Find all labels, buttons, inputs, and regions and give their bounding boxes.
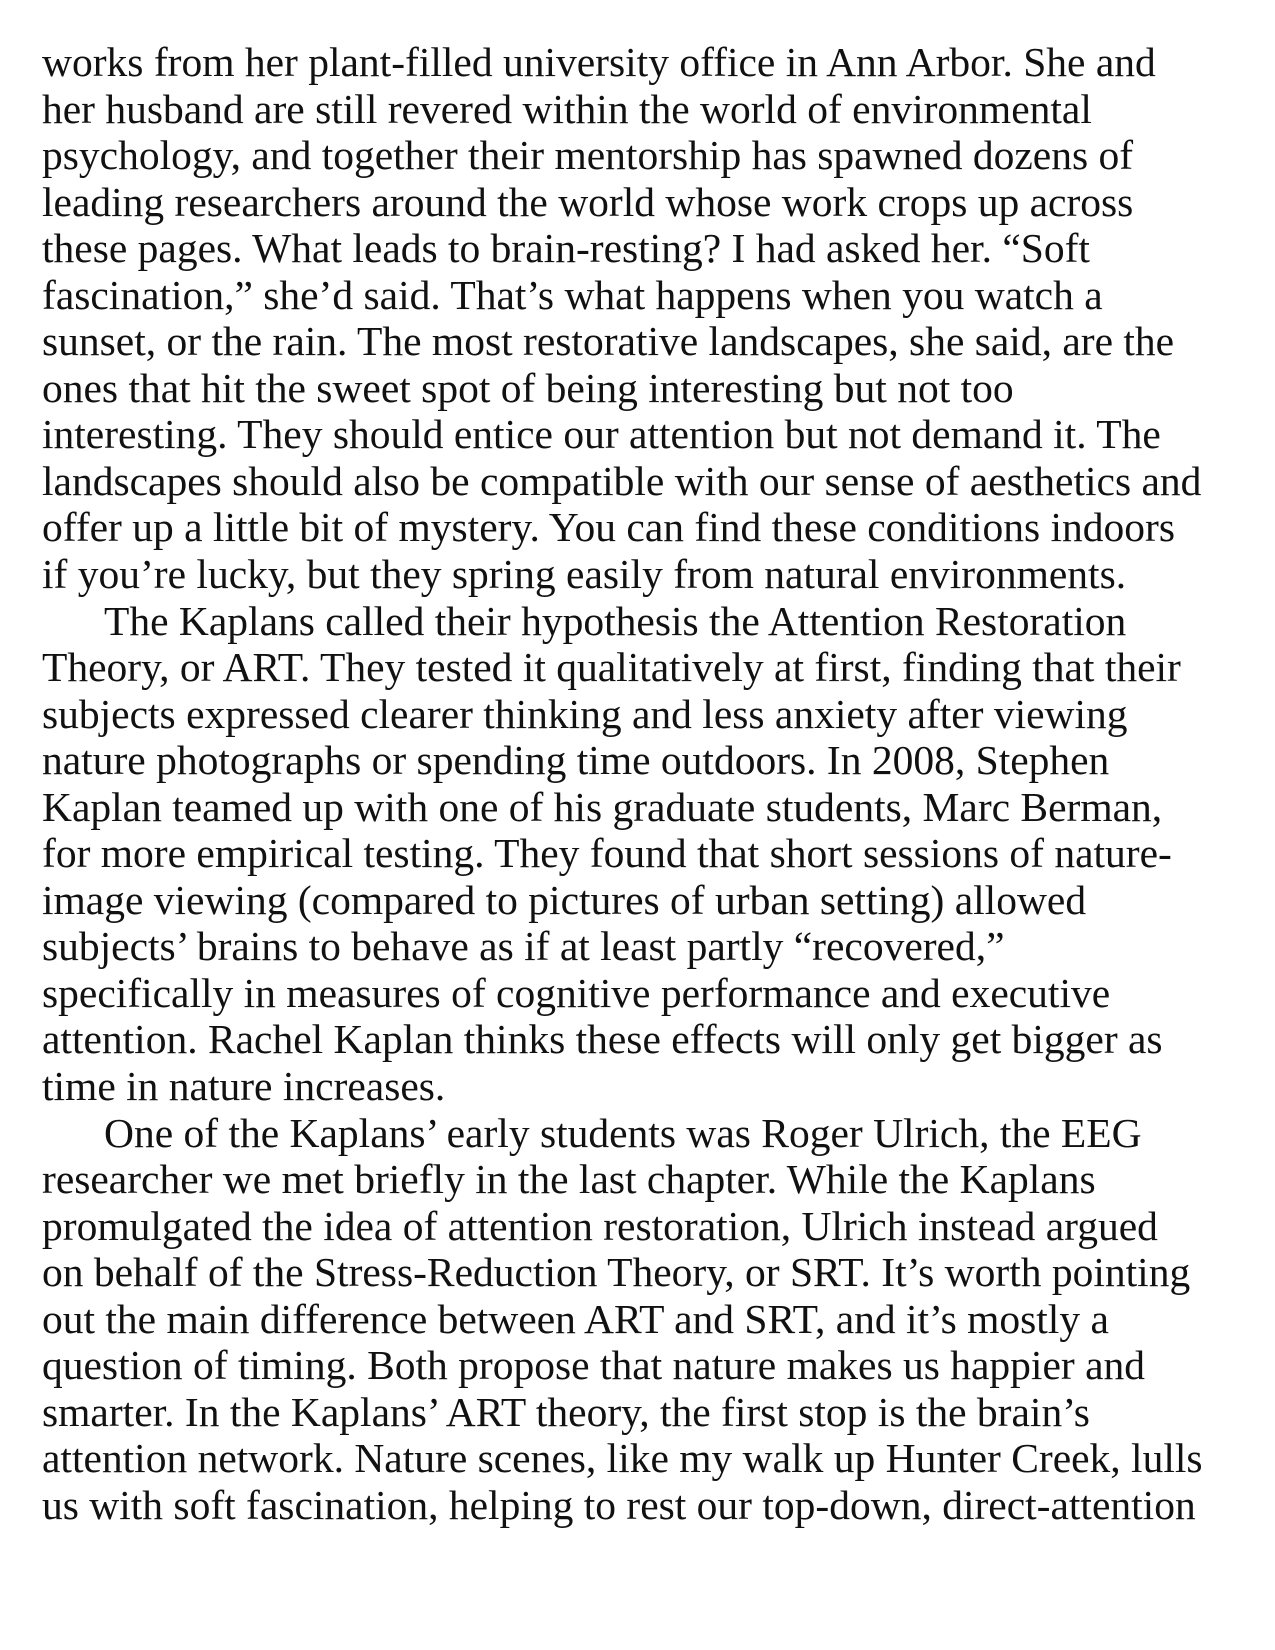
text-line: ones that hit the sweet spot of being interesting but not too	[42, 364, 1014, 411]
text-line: subjects expressed clearer thinking and less anxiety after viewing	[42, 690, 1128, 737]
text-line: image viewing (compared to pictures of urban setting) allowed	[42, 876, 1087, 923]
paragraph-2	[42, 598, 1242, 1110]
text-line: question of timing. Both propose that nature makes us happier and	[42, 1342, 1145, 1389]
paragraph-1	[42, 39, 1242, 598]
text-line: offer up a little bit of mystery. You can find these conditions indoors	[42, 504, 1176, 551]
text-line: specifically in measures of cognitive performance and executive	[42, 969, 1111, 1016]
text-line: One of the Kaplans’ early students was Roger Ulrich, the EEG	[104, 1109, 1142, 1156]
text-line: promulgated the idea of attention restoration, Ulrich instead argued	[42, 1202, 1158, 1249]
body-text	[42, 39, 1242, 1529]
text-line: fascination,” she’d said. That’s what happens when you watch a	[42, 271, 1103, 318]
text-line: subjects’ brains to behave as if at least partly “recovered,”	[42, 923, 1005, 970]
text-line: us with soft fascination, helping to rest our top-down, direct-attention	[42, 1481, 1196, 1528]
text-line: interesting. They should entice our attention but not demand it. The	[42, 411, 1161, 458]
text-line: works from her plant-filled university office in Ann Arbor. She and	[42, 39, 1156, 85]
text-line: time in nature increases.	[42, 1063, 446, 1110]
text-line: for more empirical testing. They found that short sessions of nature-	[42, 830, 1172, 877]
text-line: on behalf of the Stress-Reduction Theory, or SRT. It’s worth pointing	[42, 1249, 1191, 1296]
text-line: smarter. In the Kaplans’ ART theory, the first stop is the brain’s	[42, 1388, 1090, 1435]
text-line: attention network. Nature scenes, like my walk up Hunter Creek, lulls	[42, 1435, 1203, 1482]
text-line: Theory, or ART. They tested it qualitatively at first, finding that their	[42, 644, 1181, 691]
text-line: psychology, and together their mentorship has spawned dozens of	[42, 132, 1134, 179]
text-line: sunset, or the rain. The most restorative landscapes, she said, are the	[42, 318, 1175, 365]
text-line: leading researchers around the world whose work crops up across	[42, 178, 1134, 225]
text-line: Kaplan teamed up with one of his graduate students, Marc Berman,	[42, 783, 1163, 830]
text-line: The Kaplans called their hypothesis the Attention Restoration	[104, 597, 1127, 644]
paragraph-3	[42, 1110, 1242, 1529]
text-line: attention. Rachel Kaplan thinks these effects will only get bigger as	[42, 1016, 1163, 1063]
text-line: researcher we met briefly in the last chapter. While the Kaplans	[42, 1156, 1096, 1203]
text-line: out the main difference between ART and SRT, and it’s mostly a	[42, 1295, 1109, 1342]
text-line: her husband are still revered within the world of environmental	[42, 85, 1092, 132]
text-line: if you’re lucky, but they spring easily from natural environments.	[42, 551, 1127, 598]
text-line: nature photographs or spending time outdoors. In 2008, Stephen	[42, 737, 1110, 784]
text-line: these pages. What leads to brain-resting? I had asked her. “Soft	[42, 225, 1090, 272]
text-line: landscapes should also be compatible with our sense of aesthetics and	[42, 457, 1202, 504]
